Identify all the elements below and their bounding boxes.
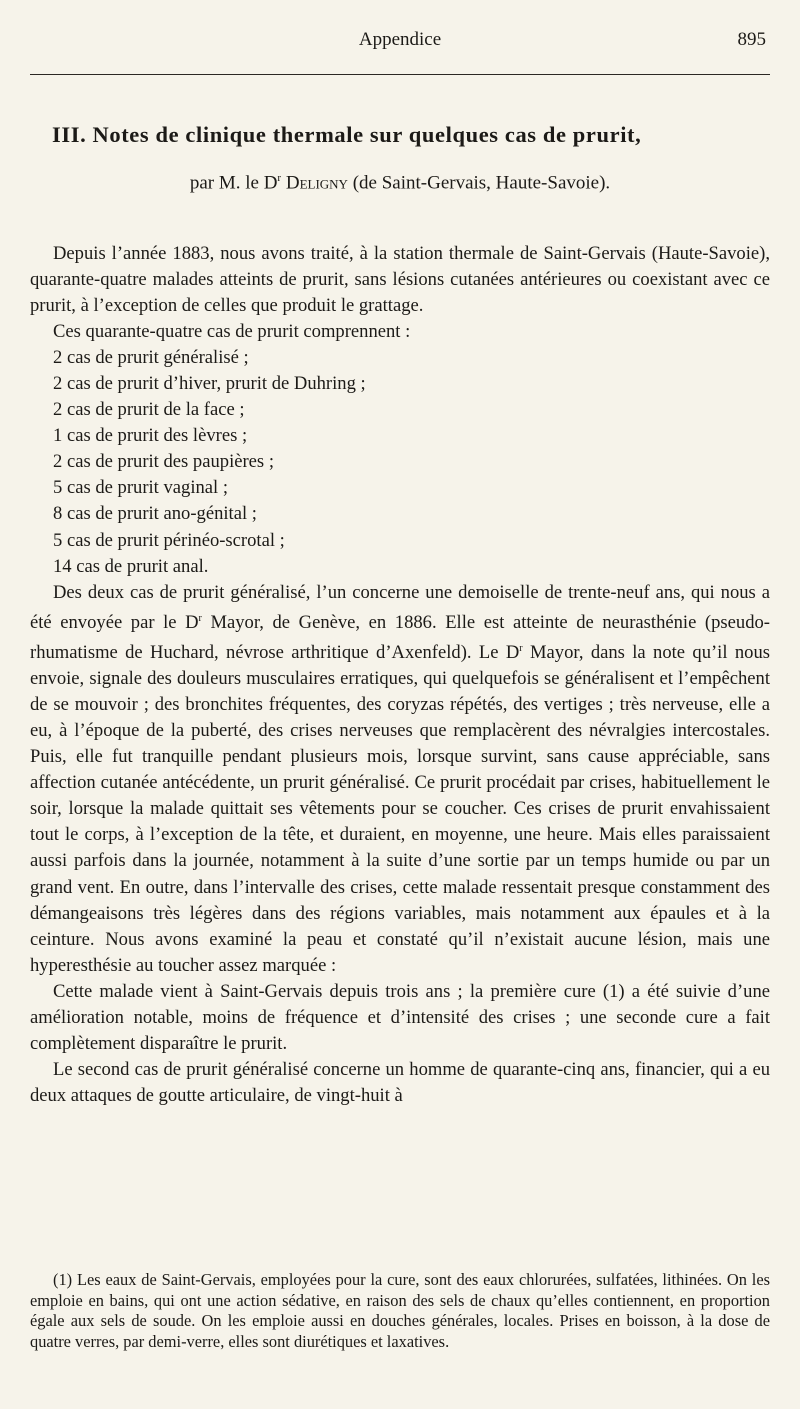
footnote — [30, 1270, 770, 1352]
paragraph-text: Mayor, dans la note qu’il nous envoie, signale des douleurs musculaires erratiques, qui quelquefois se généralisent et l’empêchent de se mouvoir ; des bronchites fréquentes, des coryzas répétés, des vertiges ; très nerveuse, elle a eu, à l’époque de la puberté, des crises nerveuses que remplacèrent des névralgies intercostales. Puis, elle fut tranquille pendant plusieurs mois, lorsque survint, sans cause appréciable, sans affection cutanée antécédente, un prurit généralisé. Ce prurit procédait par crises, habituellement le soir, lorsque la malade quittait ses vêtements pour se coucher. Ces crises de prurit envahissaient tout le corps, à l’exception de la tête, et duraient, en moyenne, une heure. Mais elles paraissaient aussi parfois dans la journée, notamment à la suite d’une sortie par un temps humide ou par un grand vent. En outre, dans l’intervalle des crises, cette malade ressentait presque constamment des démangeaisons très légères dans des régions variables, mais notamment aux épaules et à la ceinture. Nous avons examiné la peau et constaté qu’il n’existait aucune lésion, mais une hyperesthésie au toucher assez marquée : — [30, 642, 770, 976]
author-name: Deligny — [285, 172, 348, 194]
superscript: r — [198, 612, 202, 624]
list-item: 1 cas de prurit des lèvres ; — [53, 425, 248, 447]
paragraph-text: Mayor, de Genève, en 1886. Elle est atteinte de neurasthénie (pseudo-rhumatisme de Huchard, névrose arthritique d’Axenfeld). Le D — [30, 611, 770, 664]
list-item: 8 cas de prurit ano-génital ; — [53, 503, 257, 525]
byline-location: (de Saint-Gervais, Haute-Savoie). — [347, 172, 611, 194]
footnote-text: Les eaux de Saint-Gervais, employées pour la cure, sont des eaux chlorurées, sulfatées, lithinées. On les emploie en bains, qui ont une action sédative, en raison des sels de chaux qu’elles contiennent, en proportion égale aux sels de soude. On les emploie aussi en douches générales, locales. Prises en boisson, à la dose de quatre verres, par demi-verre, elles sont diurétiques et laxatives. — [30, 1270, 770, 1351]
superscript: r — [519, 642, 523, 654]
list-item: 2 cas de prurit généralisé ; — [53, 347, 249, 369]
header-rule — [30, 74, 770, 75]
case-list — [30, 345, 770, 579]
author-byline — [0, 172, 800, 194]
list-intro: Ces quarante-quatre cas de prurit comprennent : — [53, 321, 411, 343]
intro-paragraph: Depuis l’année 1883, nous avons traité, à la station thermale de Saint-Gervais (Haute-Savoie), quarante-quatre malades atteints de prurit, sans lésions cutanées antérieures ou coexistant avec ce prurit, à l’exception de celles que produit le grattage. — [30, 243, 770, 317]
byline-superscript: r — [277, 172, 282, 184]
running-head — [30, 26, 770, 56]
section-title: III. Notes de clinique thermale sur quelques cas de prurit, — [52, 122, 642, 147]
paragraph-text: Des deux cas de prurit généralisé, l’un concerne une demoiselle de trente-neuf ans, qui nous a été envoyée par le D — [30, 581, 770, 633]
list-item: 5 cas de prurit périnéo-scrotal ; — [53, 529, 285, 551]
footnote-rule — [30, 1264, 770, 1265]
list-item: 5 cas de prurit vaginal ; — [53, 477, 229, 499]
list-item: 2 cas de prurit de la face ; — [53, 399, 245, 421]
byline-prefix: par M. le D — [189, 172, 278, 194]
list-item: 14 cas de prurit anal. — [53, 555, 209, 577]
case-two-paragraph: Le second cas de prurit généralisé concerne un homme de quarante-cinq ans, financier, qui a eu deux attaques de goutte articulaire, de vingt-huit à — [30, 1058, 770, 1106]
article-body — [30, 241, 770, 1109]
case-one-paragraph — [30, 580, 770, 979]
running-head-title: Appendice — [358, 29, 442, 50]
cure-paragraph: Cette malade vient à Saint-Gervais depuis trois ans ; la première cure (1) a été suivie d’une amélioration notable, moins de fréquence et d’intensité des crises ; une seconde cure a fait complètement disparaître le prurit. — [30, 980, 770, 1054]
page-number: 895 — [737, 29, 766, 50]
footnote-marker: (1) — [53, 1270, 73, 1289]
list-item: 2 cas de prurit des paupières ; — [53, 451, 274, 473]
list-item: 2 cas de prurit d’hiver, prurit de Duhring ; — [53, 373, 366, 395]
